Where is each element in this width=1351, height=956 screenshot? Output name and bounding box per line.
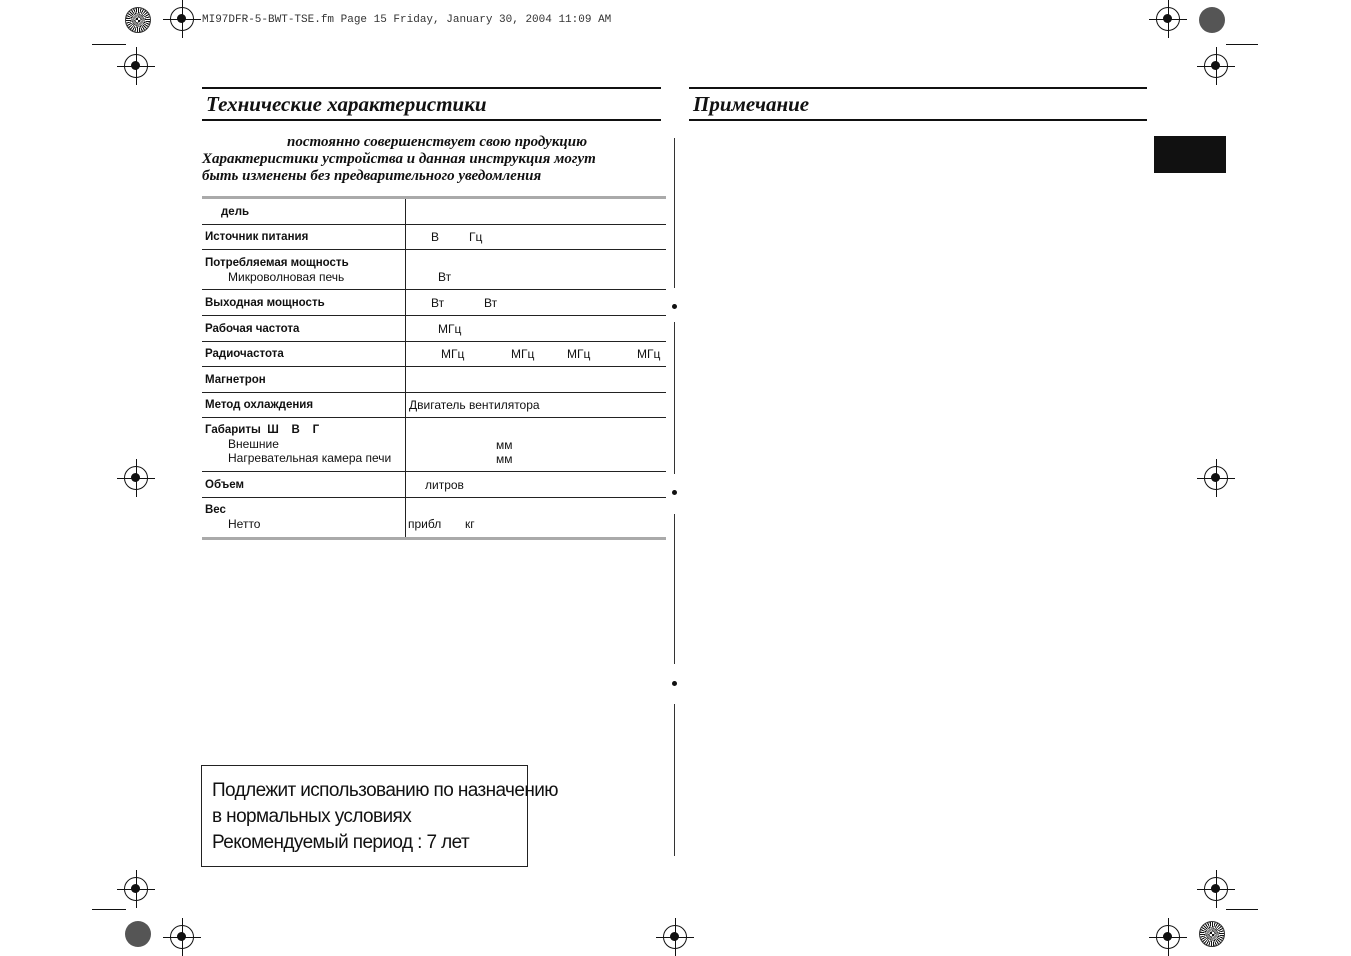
color-bar-dark-icon [125,921,151,947]
spec-label: Радиочастота [202,342,406,367]
spec-row-volume [202,472,666,498]
spec-unit: кг [465,517,475,531]
registration-mark-icon [1156,7,1180,31]
spec-sublabel: Микроволновая печь [228,270,345,284]
spec-unit: В [431,230,440,244]
color-bar-dark-icon [1199,7,1225,33]
spec-row-cooling [202,393,666,418]
crop-mark [92,44,126,45]
registration-mark-icon [1204,54,1228,78]
note-line: Подлежит использованию по назначению [212,780,558,801]
spec-unit: литров [425,478,464,492]
spec-unit: мм [496,452,513,466]
color-bar-star-icon [1199,921,1225,947]
registration-mark-icon [124,877,148,901]
spec-row-magnetron [202,367,666,393]
spec-unit: МГц [441,347,465,361]
registration-mark-icon [170,7,194,31]
spec-unit: Вт [484,296,498,310]
binding-dot [672,490,677,495]
spec-sublabel: Внешние [228,437,279,451]
spec-label: Источник питания [202,225,406,250]
spec-unit: МГц [511,347,535,361]
intro-line: постоянно совершенствует свою продукцию [287,134,588,150]
spec-value: Двигатель вентилятора [409,398,540,412]
spec-row-weight [202,498,666,539]
intro-line: Характеристики устройства и данная инструкция могут [202,151,596,167]
spec-row-consumption [202,250,666,290]
crop-mark [1226,44,1258,45]
spec-table [202,196,666,540]
intro-line: быть изменены без предварительного уведомления [202,168,542,184]
spec-label: Выходная мощность [202,290,406,316]
spec-label: Рабочая частота [202,316,406,342]
spec-row-radio [202,342,666,367]
column-divider [674,322,675,474]
registration-mark-icon [124,54,148,78]
spec-label: Объем [202,472,406,498]
spec-unit: МГц [637,347,661,361]
spec-unit: мм [496,438,513,452]
binding-dot [672,681,677,686]
crop-mark [92,909,126,910]
spec-row-model [202,198,666,225]
registration-mark-icon [1204,466,1228,490]
spec-value: прибл [408,517,442,531]
spec-row-output [202,290,666,316]
spec-label: Магнетрон [202,367,406,393]
registration-mark-icon [1156,925,1180,949]
note-line: Рекомендуемый период : 7 лет [212,832,470,853]
binding-dot [672,304,677,309]
registration-mark-icon [663,925,687,949]
language-tab-marker [1154,136,1226,173]
service-life-note-box [201,765,558,867]
column-divider [674,704,675,856]
note-line: в нормальных условиях [212,806,412,827]
spec-label: Метод охлаждения [202,393,406,418]
spec-row-power-source [202,225,666,250]
crop-mark [1226,909,1258,910]
spec-unit: Вт [431,296,445,310]
color-bar-star-icon [125,7,151,33]
spec-row-frequency [202,316,666,342]
section-title-notes: Примечание [689,87,1147,121]
spec-label: Вес [205,504,226,516]
spec-unit: МГц [438,322,462,336]
spec-label: Габариты Ш В Г [205,424,320,436]
column-divider [674,138,675,288]
spec-sublabel: Нетто [228,517,261,531]
registration-mark-icon [170,925,194,949]
section-title-specs: Технические характеристики [202,87,661,121]
spec-unit: Гц [469,230,483,244]
column-divider [674,514,675,664]
spec-sublabel: Нагревательная камера печи [228,451,392,465]
registration-mark-icon [1204,877,1228,901]
spec-row-dimensions [202,418,666,472]
spec-unit: Вт [438,270,452,284]
specs-intro-text [202,134,662,185]
spec-label: дель [221,206,250,218]
file-header-line: MI97DFR-5-BWT-TSE.fm Page 15 Friday, January 30, 2004 11:09 AM [202,14,612,26]
registration-mark-icon [124,466,148,490]
spec-unit: МГц [567,347,591,361]
spec-label: Потребляемая мощность [205,257,349,269]
